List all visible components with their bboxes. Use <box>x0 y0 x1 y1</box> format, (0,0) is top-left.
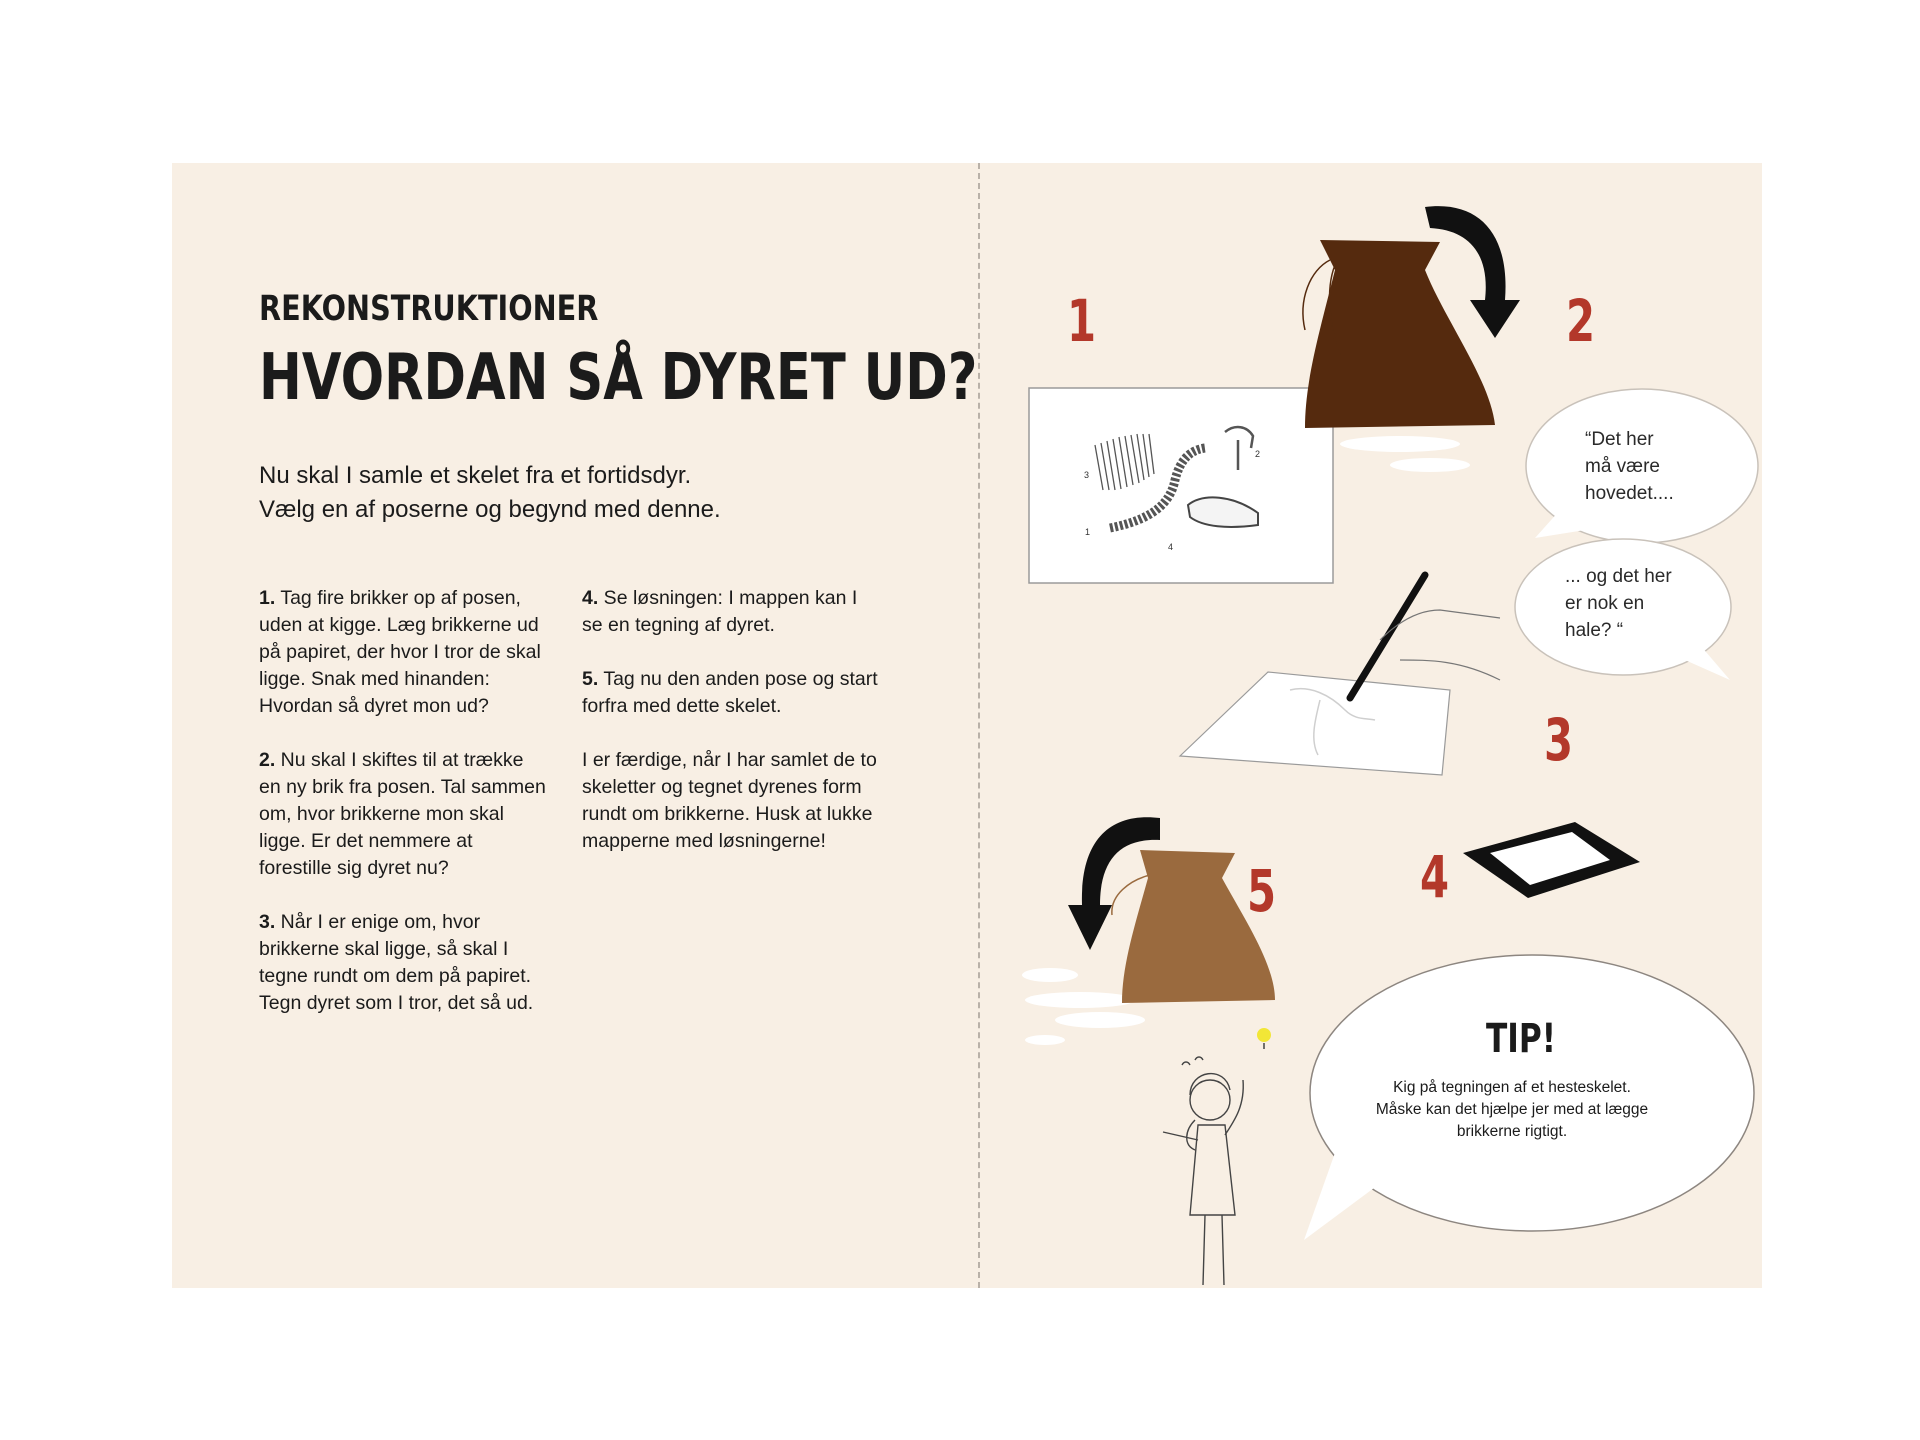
bubble-line: hovedet.... <box>1585 483 1674 504</box>
bubble-line: er nok en <box>1565 593 1645 614</box>
step-number: 4. <box>582 587 599 609</box>
step-number: 5. <box>582 668 599 690</box>
tip-text <box>1352 1077 1672 1143</box>
step-number: 2. <box>259 749 276 771</box>
tip-title: TIP! <box>1486 1016 1556 1062</box>
bubble-text-2 <box>1565 563 1672 644</box>
closing-text: I er færdige, når I har samlet de to skeletter og tegnet dyrenes form rundt om brikkerne. Husk at lukke mapperne med løsningerne! <box>582 749 877 852</box>
dark-bag-icon <box>1303 240 1495 428</box>
step-number: 3. <box>259 911 276 933</box>
lightbulb-icon <box>1257 1028 1271 1049</box>
step-number-1: 1 <box>1067 287 1097 355</box>
step-text: Når I er enige om, hvor brikkerne skal ligge, så skal I tegne rundt om dem på papiret. Tegn dyret som I tror, det så ud. <box>259 911 534 1014</box>
step-text: Tag fire brikker op af posen, uden at kigge. Læg brikkerne ud på papiret, der hvor I tror de skal ligge. Snak med hinanden: Hvordan så dyret mon ud? <box>259 587 541 717</box>
sheet-label: 2 <box>1255 449 1261 459</box>
sheet-label: 4 <box>1168 542 1174 552</box>
sheet-label: 1 <box>1085 527 1091 537</box>
step-number-5: 5 <box>1247 857 1277 925</box>
sheet-label: 3 <box>1084 470 1090 480</box>
bubble-line: “Det her <box>1585 429 1654 450</box>
tip-line: brikkerne rigtigt. <box>1456 1123 1568 1140</box>
bubble-text-1 <box>1585 426 1674 507</box>
step-number-2: 2 <box>1566 287 1596 355</box>
intro-line: Vælg en af poserne og begynd med denne. <box>259 496 721 523</box>
skeleton-sheet <box>1029 388 1333 583</box>
bubble-line: hale? “ <box>1565 620 1624 641</box>
drawing-hand-icon <box>1180 575 1500 775</box>
step-number-3: 3 <box>1544 706 1574 774</box>
step-number-4: 4 <box>1420 843 1450 911</box>
girl-illustration <box>1163 1057 1243 1285</box>
page-title: HVORDAN SÅ DYRET UD? <box>259 341 978 415</box>
step-text: Tag nu den anden pose og start forfra med dette skelet. <box>582 668 878 717</box>
intro-line: Nu skal I samle et skelet fra et fortidsdyr. <box>259 462 692 489</box>
section-kicker: REKONSTRUKTIONER <box>259 289 599 329</box>
tip-line: Kig på tegningen af et hesteskelet. <box>1393 1079 1631 1096</box>
bubble-line: må være <box>1585 456 1660 477</box>
step-number: 1. <box>259 587 276 609</box>
step-text: Se løsningen: I mappen kan I se en tegning af dyret. <box>582 587 858 636</box>
tip-line: Måske kan det hjælpe jer med at lægge <box>1375 1101 1649 1118</box>
step-text: Nu skal I skiftes til at trække en ny brik fra posen. Tal sammen om, hvor brikkerne mon skal ligge. Er det nemmere at forestille sig dyret nu? <box>259 749 546 879</box>
bubble-line: ... og det her <box>1565 566 1672 587</box>
